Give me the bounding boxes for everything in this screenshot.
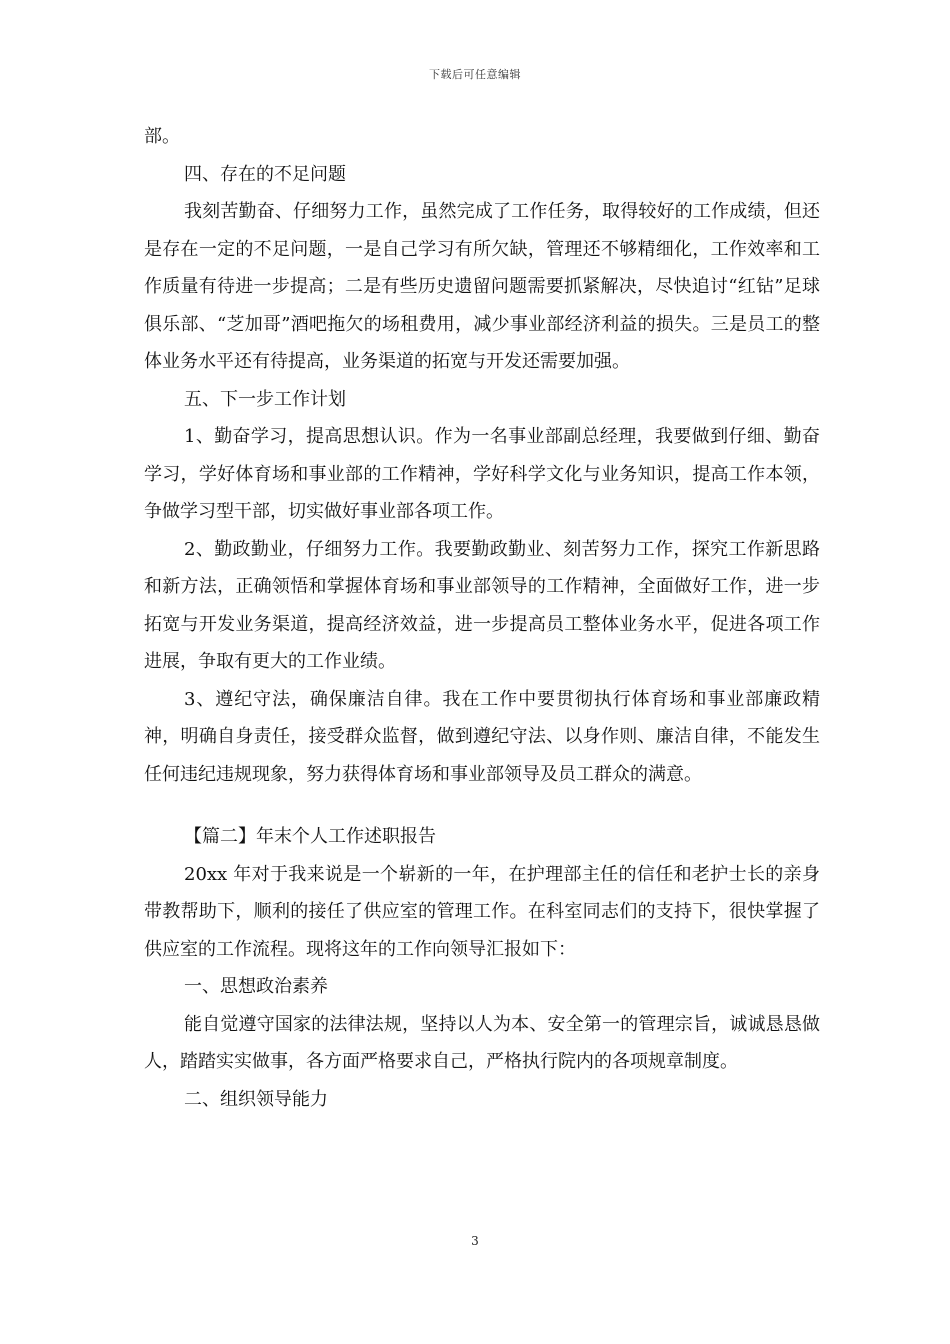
paragraph-shortcomings: 我刻苦勤奋、仔细努力工作，虽然完成了工作任务，取得较好的工作成绩，但还是存在一定的不足问题，一是自己学习有所欠缺，管理还不够精细化，工作效率和工作质量有待进一步提高；二是有些历史遗留问题需要抓紧解决，尽快追讨“红钻”足球俱乐部、“芝加哥”酒吧拖欠的场租费用，减少事业部经济利益的损失。三是员工的整体业务水平还有待提高，业务渠道的拓宽与开发还需要加强。 xyxy=(144,201,820,372)
page-number: 3 xyxy=(471,1234,479,1248)
paragraph-ideology: 能自觉遵守国家的法律法规，坚持以人为本、安全第一的管理宗旨，诚诚恳恳做人，踏踏实实做事，各方面严格要求自己，严格执行院内的各项规章制度。 xyxy=(144,1013,820,1072)
paragraph-plan-1: 1、勤奋学习，提高思想认识。作为一名事业部副总经理，我要做到仔细、勤奋学习，学好体育场和事业部的工作精神，学好科学文化与业务知识，提高工作本领，争做学习型干部，切实做好事业部各项工作。 xyxy=(144,426,820,522)
section-heading-leadership: 二、组织领导能力 xyxy=(184,1088,328,1110)
paragraph-plan-2: 2、勤政勤业，仔细努力工作。我要勤政勤业、刻苦努力工作，探究工作新思路和新方法，正确领悟和掌握体育场和事业部领导的工作精神，全面做好工作，进一步拓宽与开发业务渠道，提高经济效益，进一步提高员工整体业务水平，促进各项工作进展，争取有更大的工作业绩。 xyxy=(144,538,820,672)
section-heading-next-plan: 五、下一步工作计划 xyxy=(184,388,346,410)
page-header: 下载后可任意编辑 xyxy=(429,68,521,81)
paragraph-continuation: 部。 xyxy=(144,126,180,147)
article-title-part-two: 【篇二】年末个人工作述职报告 xyxy=(184,826,436,847)
section-heading-shortcomings: 四、存在的不足问题 xyxy=(184,163,346,185)
section-spacer xyxy=(144,793,820,818)
paragraph-plan-3: 3、遵纪守法，确保廉洁自律。我在工作中要贯彻执行体育场和事业部廉政精神，明确自身责任，接受群众监督，做到遵纪守法、以身作则、廉洁自律，不能发生任何违纪违规现象，努力获得体育场和事业部领导及员工群众的满意。 xyxy=(144,688,820,785)
document-body xyxy=(144,118,820,1118)
paragraph-intro: 20xx 年对于我来说是一个崭新的一年，在护理部主任的信任和老护士长的亲身带教帮助下，顺利的接任了供应室的管理工作。在科室同志们的支持下，很快掌握了供应室的工作流程。现将这年的工作向领导汇报如下： xyxy=(144,863,820,960)
section-heading-ideology: 一、思想政治素养 xyxy=(184,976,328,997)
